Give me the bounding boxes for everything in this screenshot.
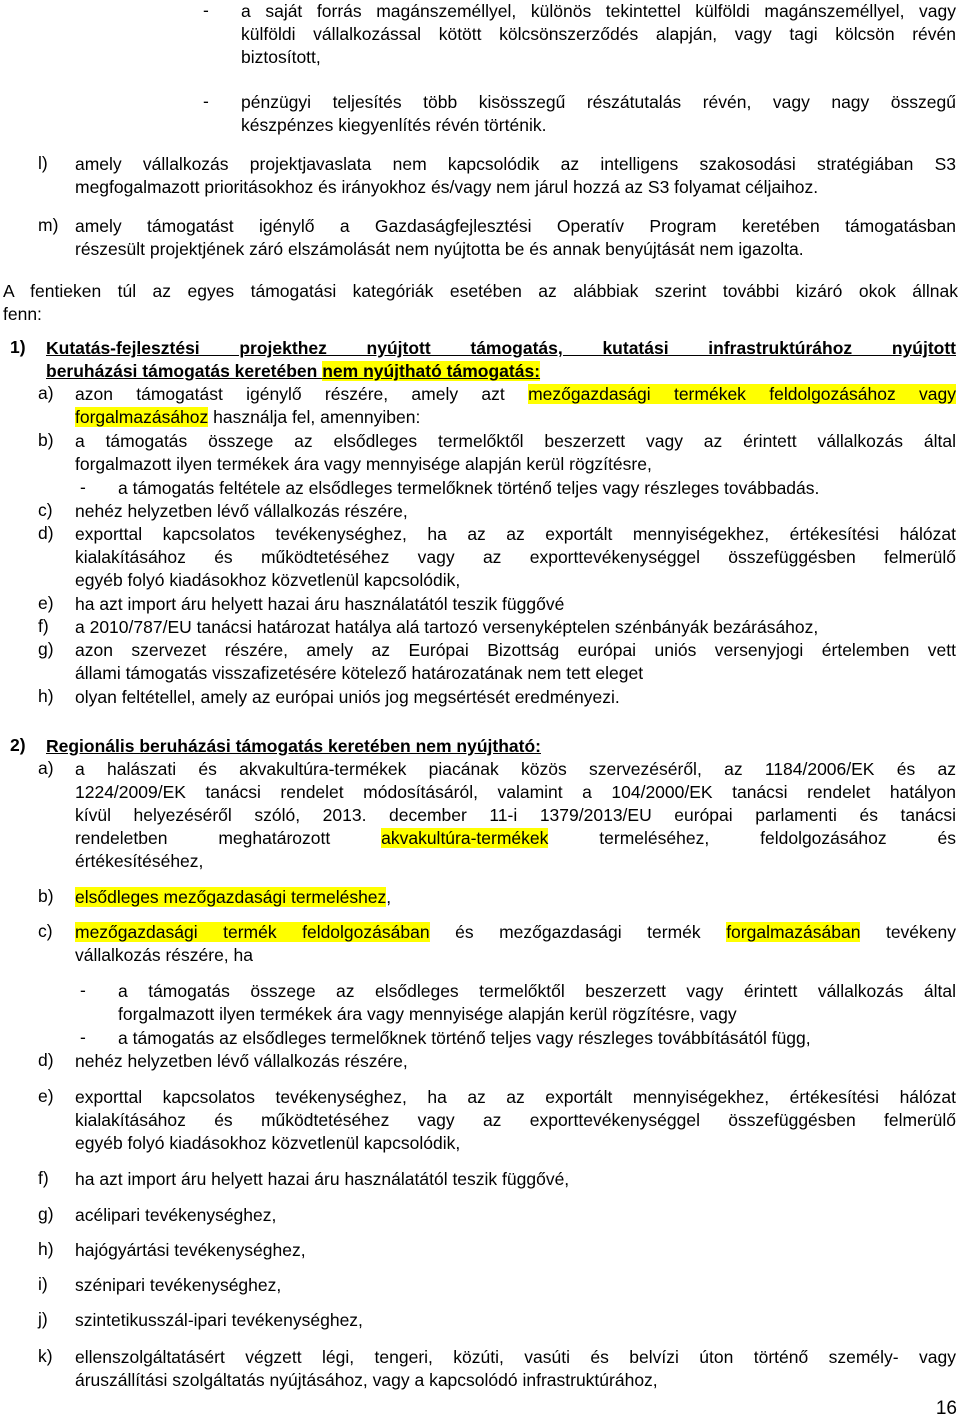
item-label: k) — [38, 1346, 53, 1366]
highlighted-text: forgalmazásához — [75, 407, 209, 427]
text-line: áruszállítási szolgáltatás nyújtásához, vagy a kapcsolódó infrastruktúrához, — [75, 1370, 658, 1390]
item-label: b) — [38, 430, 54, 450]
text-line: pénzügyi teljesítés több kisösszegű részátutalás révén, vagy nagy összegű — [241, 92, 956, 112]
text-part: , — [386, 887, 392, 907]
text-line — [75, 886, 956, 909]
item-label: g) — [38, 1204, 54, 1224]
item-label: b) — [38, 886, 54, 906]
item-label: i) — [38, 1274, 48, 1294]
text-part: tevékeny — [860, 922, 956, 942]
text-line: forgalmazott ilyen termékek ára vagy mennyisége alapján kerül rögzítésre, — [75, 454, 652, 474]
text-line: külföldi vállalkozással kötött kölcsönszerződés alapján, vagy tagi kölcsön révén — [241, 24, 956, 44]
text-line: amely támogatást igénylő a Gazdaságfejlesztési Operatív Program keretében támogatásban — [75, 216, 956, 236]
item-label: d) — [38, 523, 54, 543]
text-line: A fentieken túl az egyes támogatási kategóriák esetében az alábbiak szerint további kizáró okok állnak — [3, 281, 958, 301]
bullet-dash: - — [80, 1027, 86, 1047]
section-title-line: Kutatás-fejlesztési projekthez nyújtott támogatás, kutatási infrastruktúrához nyújtott — [46, 338, 956, 358]
text-line — [75, 383, 956, 406]
text-part: és mezőgazdasági termék — [429, 922, 727, 942]
text-line: a 2010/787/EU tanácsi határozat hatálya alá tartozó versenyképtelen szénbányák bezárásához, — [75, 617, 819, 637]
text-line: a támogatás az elsődleges termelőknek történő teljes vagy részleges továbbításától függ, — [118, 1028, 811, 1048]
text-line: nehéz helyzetben lévő vállalkozás részére, — [75, 1051, 408, 1071]
text-line: egyéb folyó kiadásokhoz közvetlenül kapcsolódik, — [75, 1133, 461, 1153]
text-line: forgalmazott ilyen termékek ára vagy mennyisége alapján kerül rögzítésre, vagy — [118, 1004, 737, 1024]
item-label: c) — [38, 921, 53, 941]
highlighted-text: mezőgazdasági termékek feldolgozásához vagy — [528, 384, 956, 404]
text-line: acélipari tevékenységhez, — [75, 1205, 277, 1225]
text-line: exporttal kapcsolatos tevékenységhez, ha az az exportált mennyiségekhez, értékesítési hálózat — [75, 1087, 956, 1107]
item-label: e) — [38, 1086, 54, 1106]
text-line: fenn: — [3, 304, 42, 324]
text-part: termeléséhez, feldolgozásához és — [548, 828, 956, 848]
item-label: a) — [38, 383, 54, 403]
highlighted-text: forgalmazásában — [726, 922, 861, 942]
text-line: amely vállalkozás projektjavaslata nem kapcsolódik az intelligens szakosodási stratégiában S3 — [75, 154, 956, 174]
general-paragraph — [3, 280, 958, 326]
text-line: értékesítéséhez, — [75, 851, 204, 871]
text-line: szénipari tevékenységhez, — [75, 1275, 282, 1295]
text-part: használja fel, amennyiben: — [208, 407, 421, 427]
item-label: d) — [38, 1050, 54, 1070]
item-label: h) — [38, 686, 54, 706]
text-line: biztosított, — [241, 47, 321, 67]
text-line: kívül helyezéséről szóló, 2013. december 11-i 1379/2013/EU európai parlamenti és tanácsi — [75, 805, 956, 825]
text-line: szintetikusszál-ipari tevékenységhez, — [75, 1310, 363, 1330]
text-line: 1224/2009/EK tanácsi rendelet módosításáról, valamint a 104/2000/EK tanácsi rendelet hatályon — [75, 782, 956, 802]
text-line: kialakításához és működtetéséhez vagy az exporttevékenységgel összefüggésben felmerülő — [75, 547, 956, 567]
text-line: részesült projektjének záró elszámolását nem nyújtotta be és annak benyújtását nem igazolta. — [75, 239, 804, 259]
item-label: f) — [38, 1168, 49, 1188]
bullet-dash: - — [203, 0, 209, 20]
bullet-dash: - — [80, 980, 86, 1000]
highlighted-text: elsődleges mezőgazdasági termeléshez — [75, 887, 387, 907]
bullet-dash: - — [80, 477, 86, 497]
section-title-line: Regionális beruházási támogatás keretében nem nyújtható: — [46, 736, 541, 756]
item-label: h) — [38, 1239, 54, 1259]
text-line: exporttal kapcsolatos tevékenységhez, ha az az exportált mennyiségekhez, értékesítési hálózat — [75, 524, 956, 544]
text-line: a támogatás feltétele az elsődleges termelőknek történő teljes vagy részleges továbbadás. — [118, 478, 820, 498]
text-line: vállalkozás részére, ha — [75, 945, 253, 965]
text-line — [75, 827, 956, 850]
text-line: hajógyártási tevékenységhez, — [75, 1240, 306, 1260]
text-line: olyan feltétellel, amely az európai uniós jog megsértését eredményezi. — [75, 687, 620, 707]
text-line: a saját forrás magánszeméllyel, különös tekintettel külföldi magánszeméllyel, vagy — [241, 1, 956, 21]
text-line: nehéz helyzetben lévő vállalkozás részére, — [75, 501, 408, 521]
text-line — [75, 921, 956, 944]
item-label: j) — [38, 1309, 48, 1329]
item-label: m) — [38, 215, 59, 235]
text-line: egyéb folyó kiadásokhoz közvetlenül kapcsolódik, — [75, 570, 461, 590]
text-part: azon támogatást igénylő részére, amely azt — [75, 384, 529, 404]
text-line: azon szervezet részére, amely az Európai Bizottság európai uniós versenyjogi értelemben vett — [75, 640, 956, 660]
text-part: rendeletben meghatározott — [75, 828, 382, 848]
section-title-line — [46, 360, 956, 383]
highlighted-title-part: nem nyújtható támogatás: — [322, 361, 541, 381]
text-line — [75, 406, 956, 429]
text-line: kialakításához és működtetéséhez vagy az exporttevékenységgel összefüggésben felmerülő — [75, 1110, 956, 1130]
item-label: e) — [38, 593, 54, 613]
text-line: a halászati és akvakultúra-termékek piacának közös szervezéséről, az 1184/2006/EK és az — [75, 759, 956, 779]
text-line: ha azt import áru helyett hazai áru használatától teszik függővé — [75, 594, 565, 614]
section-number: 2) — [10, 735, 26, 755]
text-line: készpénzes kiegyenlítés révén történik. — [241, 115, 547, 135]
text-line: megfogalmazott prioritásokhoz és irányokhoz és/vagy nem járul hozzá az S3 folyamat céljaihoz. — [75, 177, 819, 197]
item-label: a) — [38, 758, 54, 778]
bullet-dash: - — [203, 91, 209, 111]
section-number: 1) — [10, 337, 26, 357]
text-line: a támogatás összege az elsődleges termelőktől beszerzett vagy érintett vállalkozás által — [118, 981, 956, 1001]
highlighted-text: akvakultúra-termékek — [381, 828, 549, 848]
highlighted-text: mezőgazdasági termék feldolgozásában — [75, 922, 430, 942]
text-line: ha azt import áru helyett hazai áru használatától teszik függővé, — [75, 1169, 570, 1189]
title-part: beruházási támogatás keretében — [46, 361, 323, 381]
item-label: f) — [38, 616, 49, 636]
item-label: g) — [38, 639, 54, 659]
page-number: 16 — [935, 1398, 957, 1419]
text-line: állami támogatás visszafizetésére kötelező határozatának nem tett eleget — [75, 663, 644, 683]
text-line: a támogatás összege az elsődleges termelőktől beszerzett vagy az érintett vállalkozás által — [75, 431, 956, 451]
item-label: l) — [38, 153, 48, 173]
item-label: c) — [38, 500, 53, 520]
text-line: ellenszolgáltatásért végzett légi, tengeri, közúti, vasúti és belvízi úton történő személy- vagy — [75, 1347, 956, 1367]
